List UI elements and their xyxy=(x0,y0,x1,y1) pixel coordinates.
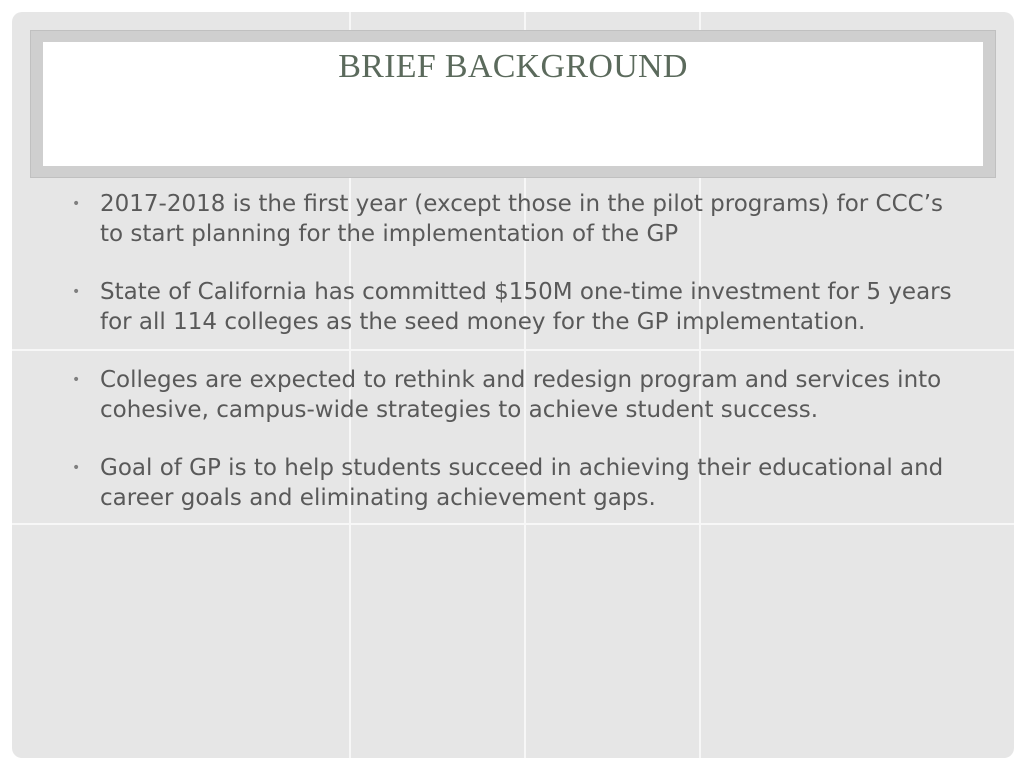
bullet-item xyxy=(70,366,970,425)
slide xyxy=(12,12,1014,758)
bullet-dot-icon: • xyxy=(72,372,81,388)
bullet-item xyxy=(70,190,970,249)
bullet-text: State of California has committed $150M one-time investment for 5 years for all 114 colleges as the seed money for the GP implementation. xyxy=(100,279,952,335)
slide-title: BRIEF BACKGROUND xyxy=(338,48,688,85)
bullet-text: Goal of GP is to help students succeed in achieving their educational and career goals and eliminating achievement gaps. xyxy=(100,455,944,511)
bullet-item xyxy=(70,454,970,513)
bullet-text: 2017-2018 is the first year (except those in the pilot programs) for CCC’s to start planning for the implementation of the GP xyxy=(100,191,944,247)
title-frame xyxy=(30,30,996,178)
bullet-list xyxy=(70,190,970,542)
title-box xyxy=(43,42,983,166)
bullet-dot-icon: • xyxy=(72,284,81,300)
bullet-dot-icon: • xyxy=(72,196,81,212)
bullet-text: Colleges are expected to rethink and redesign program and services into cohesive, campus-wide strategies to achieve student success. xyxy=(100,367,942,423)
bullet-item xyxy=(70,278,970,337)
bullet-dot-icon: • xyxy=(72,460,81,476)
